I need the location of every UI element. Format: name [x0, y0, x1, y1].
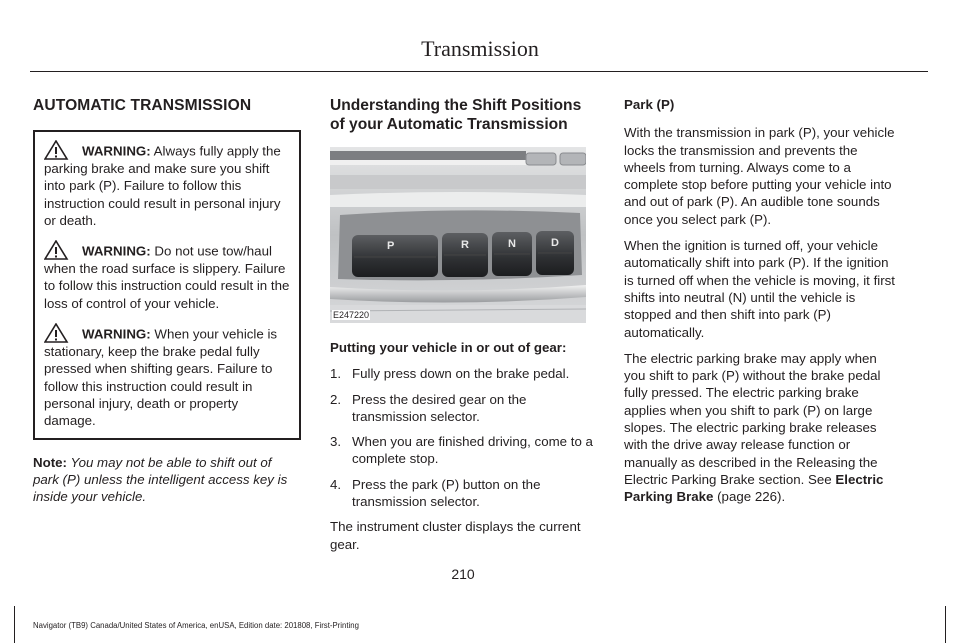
cross-reference-link[interactable]: Electric Parking Brake: [624, 471, 884, 505]
page-header-title: Transmission: [421, 36, 539, 61]
section-title: AUTOMATIC TRANSMISSION: [33, 97, 252, 114]
closing-paragraph: The instrument cluster displays the current gear.: [330, 519, 581, 552]
list-item: 4. Press the park (P) button on the transmission selector.: [330, 476, 541, 510]
column-automatic-transmission: [33, 96, 301, 505]
warning-box: [33, 130, 301, 440]
subsection-title: Understanding the Shift Positions of your Automatic Transmission: [330, 97, 582, 133]
list-item: 1. Fully press down on the brake pedal.: [330, 366, 570, 382]
warning-text: Always fully apply the parking brake and make sure you shift into park (P). Failure to follow this instruction could result in personal injury or death.: [44, 143, 281, 228]
warning-item: [44, 240, 292, 312]
warning-text: Do not use tow/haul when the road surface is slippery. Failure to follow this instruction could result in the loss of control of your vehicle.: [44, 243, 290, 311]
paragraph: With the transmission in park (P), your vehicle locks the transmission and prevents the wheels from turning. Always come to a complete stop before putting your vehicle into and out of park (P). An audible tone sounds once you select park (P).: [624, 125, 895, 227]
page-number: 210: [451, 566, 475, 582]
warning-item: [44, 140, 292, 229]
warning-item: [44, 323, 292, 429]
figure-label: E247220: [333, 310, 370, 320]
paragraph: The electric parking brake may apply when you shift to park (P) without the brake pedal fully pressed. The electric parking brake applies when you shift to park (P) on large slopes. The electric parking brake releases with the drive away release function or manually as described in the Releasing the Electric Parking Brake section. See Electric Parking Brake (page 226).: [624, 350, 884, 505]
warning-triangle-icon: [44, 240, 78, 260]
footer-edition-text: Navigator (TB9) Canada/United States of America, enUSA, Edition date: 201808, First-Printing: [33, 621, 359, 630]
warning-label: WARNING:: [82, 326, 151, 342]
gear-selector-illustration: [330, 147, 586, 323]
list-item: 3. When you are finished driving, come to a complete stop.: [330, 434, 593, 467]
note: [33, 454, 301, 506]
list-item: 2. Press the desired gear on the transmission selector.: [330, 391, 527, 424]
note-text: You may not be able to shift out of park (P) unless the intelligent access key is inside your vehicle.: [33, 454, 288, 505]
gear-button-p: P: [387, 240, 395, 252]
gear-button-n: N: [508, 238, 516, 250]
warning-label: WARNING:: [82, 243, 151, 259]
warning-triangle-icon: [44, 323, 78, 343]
crop-mark: [945, 606, 946, 643]
park-heading: Park (P): [624, 97, 675, 112]
column-shift-positions: [330, 96, 594, 562]
gear-button-d: D: [551, 237, 559, 249]
crop-mark: [14, 606, 15, 643]
note-label: Note:: [33, 454, 67, 470]
header-rule: [30, 71, 928, 72]
warning-text: When your vehicle is stationary, keep the brake pedal fully pressed when shifting gears. Failure to follow this instruction could result in personal injury, death or property damage.: [44, 326, 278, 429]
steps-list: [330, 365, 594, 510]
column-park: [624, 96, 896, 515]
steps-title: Putting your vehicle in or out of gear:: [330, 340, 567, 355]
warning-label: WARNING:: [82, 143, 151, 159]
warning-triangle-icon: [44, 140, 78, 160]
gear-button-r: R: [461, 239, 469, 251]
paragraph: When the ignition is turned off, your vehicle automatically shift into park (P). If the ignition is turned off when the vehicle is moving, it first shifts into neutral (N) until the vehicle is stopped and then shift into park (P) automatically.: [624, 238, 895, 340]
